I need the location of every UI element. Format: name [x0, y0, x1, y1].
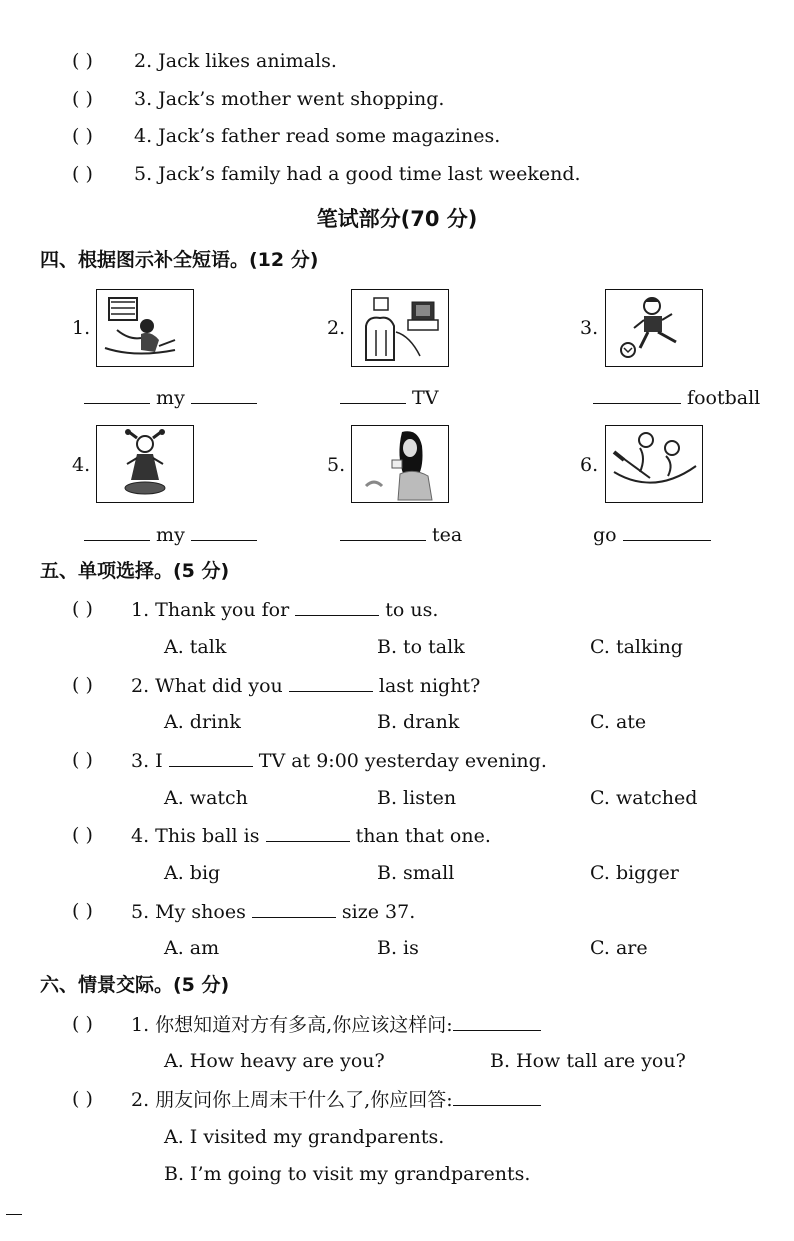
answer-blank[interactable] — [453, 1012, 541, 1031]
question-stem: 1. 你想知道对方有多高,你应该这样问: — [131, 1014, 453, 1036]
answer-blank[interactable] — [453, 1087, 541, 1106]
answer-blank[interactable] — [84, 385, 150, 404]
answer-blank[interactable] — [593, 385, 681, 404]
option-a[interactable]: A. watch — [164, 787, 248, 809]
answer-paren[interactable]: ( ) — [72, 598, 93, 620]
answer-blank[interactable] — [623, 522, 711, 541]
question-stem: 5. My shoes — [131, 901, 246, 923]
option-b[interactable]: B. is — [377, 937, 419, 959]
option-a[interactable]: A. big — [164, 862, 221, 884]
picture-number: 2. — [327, 317, 346, 339]
people-boating-icon — [605, 425, 703, 503]
question-stem: 4. This ball is — [131, 825, 260, 847]
question-stem: 1. Thank you for — [131, 599, 290, 621]
answer-paren[interactable]: ( ) — [72, 824, 93, 846]
question-stem-end: last night? — [378, 675, 481, 697]
question-stem: 2. 朋友问你上周末干什么了,你应回答: — [131, 1089, 453, 1111]
option-b[interactable]: B. small — [377, 862, 455, 884]
question-text — [131, 1012, 541, 1037]
phrase-word: my — [156, 387, 185, 409]
question-text — [131, 673, 480, 698]
answer-paren[interactable]: ( ) — [72, 88, 93, 110]
option-a[interactable]: A. How heavy are you? — [164, 1050, 385, 1072]
phrase-word: football — [687, 387, 761, 409]
question-stem-end: than that one. — [355, 825, 491, 847]
section5-heading: 五、单项选择。(5 分) — [40, 560, 230, 582]
option-b[interactable]: B. to talk — [377, 636, 465, 658]
answer-paren[interactable]: ( ) — [72, 674, 93, 696]
option-c[interactable]: C. ate — [590, 711, 647, 733]
question-stem: 2. What did you — [131, 675, 283, 697]
option-b[interactable]: B. drank — [377, 711, 460, 733]
answer-paren[interactable]: ( ) — [72, 1013, 93, 1035]
girl-washing-clothes-icon — [96, 425, 194, 503]
phrase-6 — [593, 522, 711, 547]
question-text — [131, 823, 491, 848]
phrase-3 — [593, 385, 760, 410]
boy-cleaning-room-icon — [96, 289, 194, 367]
answer-paren[interactable]: ( ) — [72, 163, 93, 185]
question-stem-end: to us. — [385, 599, 439, 621]
answer-blank[interactable] — [169, 748, 253, 767]
option-a[interactable]: A. drink — [164, 711, 241, 733]
question-text — [131, 1087, 541, 1112]
page-edge-mark — [6, 1214, 22, 1215]
phrase-2 — [340, 385, 438, 410]
option-b[interactable]: B. I’m going to visit my grandparents. — [164, 1163, 531, 1185]
question-text — [131, 748, 547, 773]
picture-number: 3. — [580, 317, 599, 339]
listening-item: 5. Jack’s family had a good time last weekend. — [134, 163, 581, 185]
phrase-word: go — [593, 524, 617, 546]
picture-number: 4. — [72, 454, 91, 476]
answer-blank[interactable] — [191, 385, 257, 404]
listening-item: 2. Jack likes animals. — [134, 50, 337, 72]
answer-blank[interactable] — [295, 597, 379, 616]
option-c[interactable]: C. talking — [590, 636, 683, 658]
option-b[interactable]: B. listen — [377, 787, 457, 809]
answer-paren[interactable]: ( ) — [72, 900, 93, 922]
phrase-4 — [84, 522, 257, 547]
answer-blank[interactable] — [191, 522, 257, 541]
person-watching-tv-icon — [351, 289, 449, 367]
section6-heading: 六、情景交际。(5 分) — [40, 974, 230, 996]
option-c[interactable]: C. bigger — [590, 862, 679, 884]
option-b[interactable]: B. How tall are you? — [490, 1050, 686, 1072]
answer-paren[interactable]: ( ) — [72, 125, 93, 147]
listening-item: 4. Jack’s father read some magazines. — [134, 125, 501, 147]
answer-paren[interactable]: ( ) — [72, 1088, 93, 1110]
answer-blank[interactable] — [340, 522, 426, 541]
option-a[interactable]: A. I visited my grandparents. — [164, 1126, 445, 1148]
listening-item: 3. Jack’s mother went shopping. — [134, 88, 445, 110]
option-a[interactable]: A. am — [164, 937, 220, 959]
phrase-1 — [84, 385, 257, 410]
phrase-word: my — [156, 524, 185, 546]
picture-number: 1. — [72, 317, 91, 339]
answer-blank[interactable] — [252, 899, 336, 918]
answer-paren[interactable]: ( ) — [72, 50, 93, 72]
answer-blank[interactable] — [84, 522, 150, 541]
section4-heading: 四、根据图示补全短语。(12 分) — [40, 249, 319, 271]
option-c[interactable]: C. watched — [590, 787, 698, 809]
answer-blank[interactable] — [266, 823, 350, 842]
woman-drinking-tea-icon — [351, 425, 449, 503]
phrase-word: tea — [432, 524, 463, 546]
boy-kicking-football-icon — [605, 289, 703, 367]
question-text — [131, 597, 438, 622]
picture-number: 5. — [327, 454, 346, 476]
option-a[interactable]: A. talk — [164, 636, 227, 658]
question-stem-end: TV at 9:00 yesterday evening. — [258, 750, 547, 772]
phrase-5 — [340, 522, 462, 547]
written-section-title: 笔试部分(70 分) — [316, 207, 478, 231]
answer-blank[interactable] — [340, 385, 406, 404]
question-stem: 3. I — [131, 750, 163, 772]
question-stem-end: size 37. — [341, 901, 416, 923]
answer-blank[interactable] — [289, 673, 373, 692]
question-text — [131, 899, 415, 924]
phrase-word: TV — [412, 387, 439, 409]
picture-number: 6. — [580, 454, 599, 476]
answer-paren[interactable]: ( ) — [72, 749, 93, 771]
option-c[interactable]: C. are — [590, 937, 648, 959]
